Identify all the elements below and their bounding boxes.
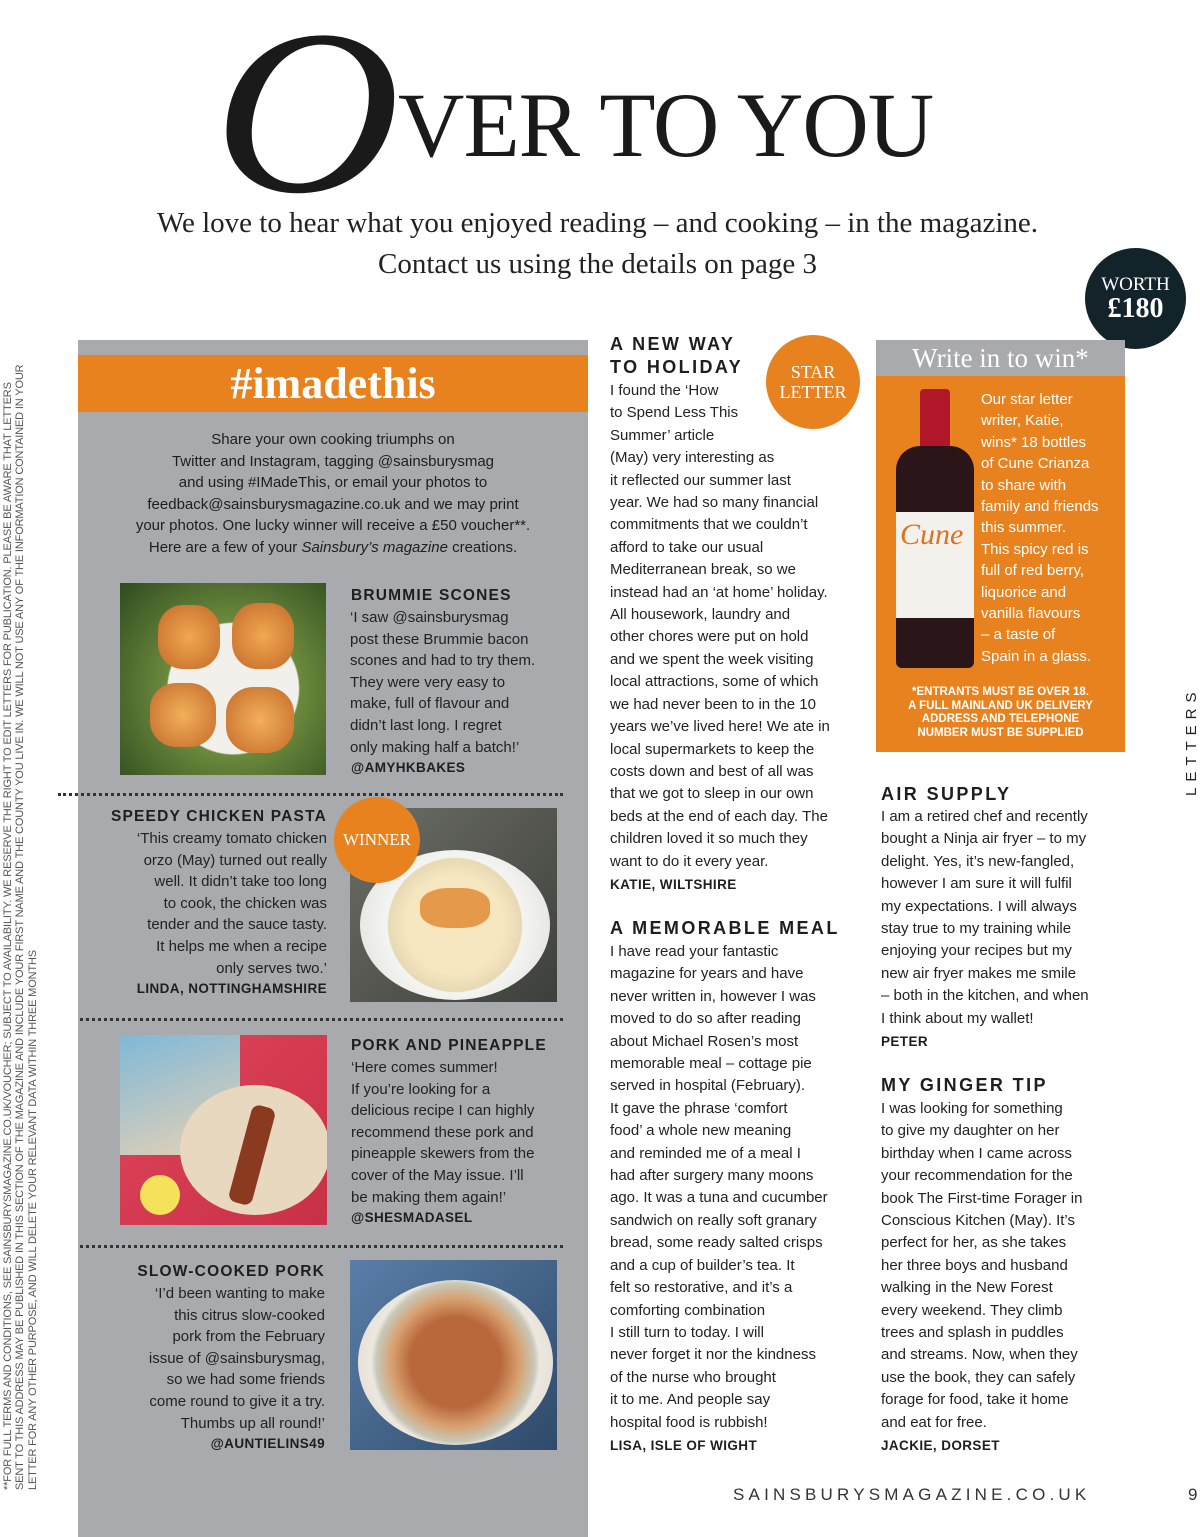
text-line: bought a Ninja air fryer – to my (881, 830, 1087, 848)
text-line: ‘I’d been wanting to make (154, 1285, 325, 1302)
text-line: beds at the end of each day. The (610, 807, 828, 825)
text-line: year. We had so many financial (610, 494, 819, 512)
text-line: Twitter and Instagram, tagging @sainsburysmag (171, 452, 495, 470)
text-line: It gave the phrase ‘comfort (610, 1099, 788, 1117)
text-line: about Michael Rosen’s most (610, 1032, 799, 1050)
text-line: other chores were put on hold (610, 628, 809, 646)
text-line: wins* 18 bottles (981, 433, 1087, 451)
text-line: ‘I saw @sainsburysmag (350, 609, 509, 626)
text-line: we had never been to in the 10 (610, 695, 816, 713)
text-line: memorable meal – cottage pie (610, 1055, 812, 1073)
text-line: instead had an ‘at home’ holiday. (610, 583, 828, 601)
text-line: bread, some ready salted crisps (610, 1234, 823, 1252)
text-line: This spicy red is (981, 540, 1089, 558)
text-line: didn’t last long. I regret (350, 716, 502, 734)
text-line: your photos. One lucky winner will receive a £50 voucher**. (135, 517, 531, 535)
text-line: and eat for free. (881, 1413, 987, 1431)
entry-heading: PORK AND PINEAPPLE (351, 1037, 547, 1054)
entry-author: @AUNTIELINS49 (210, 1436, 325, 1451)
text-line: pork from the February (172, 1328, 325, 1346)
text-line: LETTER FOR ANY OTHER PURPOSE, AND WILL DELETE YOUR RELEVANT DATA WITHIN THREE MONTHS (26, 950, 39, 1490)
text-line: – both in the kitchen, and when (881, 987, 1089, 1005)
star-letter-badge: STAR LETTER (766, 335, 860, 429)
text-line: enjoying your recipes but my (881, 942, 1072, 960)
letter-text (610, 380, 830, 873)
text-line: perfect for her, as she takes (881, 1234, 1067, 1252)
text-line: I was looking for something (881, 1100, 1063, 1117)
subtitle-line-1: We love to hear what you enjoyed reading – and cooking – in the magazine. (156, 207, 1039, 239)
brummie-scones-photo (120, 583, 326, 775)
letter-heading: MY GINGER TIP (881, 1075, 1048, 1095)
text-line: All housework, laundry and (610, 606, 791, 624)
imadethis-banner: #imadethis (78, 355, 588, 412)
text-line: of Cune Crianza (981, 455, 1090, 473)
text-line: it to me. And people say (610, 1391, 771, 1409)
text-line: writer, Katie, (981, 412, 1064, 430)
text-line: delight. Yes, it’s new-fangled, (881, 852, 1075, 870)
text-line: full of red berry, (981, 562, 1085, 580)
text-line: ago. It was a tuna and cucumber (610, 1189, 828, 1207)
text-line: local supermarkets to keep the (610, 740, 815, 758)
text-line: ‘Here comes summer! (351, 1059, 498, 1076)
text-line: stay true to my training while (881, 920, 1072, 938)
text-line: pineapple skewers from the (351, 1145, 535, 1163)
wine-bottle-neck (920, 389, 950, 449)
winner-badge: WINNER (334, 797, 420, 883)
text-line: commitments that we couldn’t (610, 516, 808, 534)
text-line: ‘This creamy tomato chicken (136, 830, 327, 847)
text-line: come round to give it a try. (149, 1392, 325, 1410)
text-line: however I am sure it will fulfil (881, 875, 1072, 893)
text-line: to cook, the chicken was (163, 894, 327, 912)
text-line: local attractions, some of which (610, 673, 819, 691)
letter-author: JACKIE, DORSET (881, 1438, 1000, 1453)
text-line: forage for food, take it home (881, 1391, 1069, 1409)
text-line: trees and splash in puddles (881, 1324, 1064, 1342)
text-line: only serves two.’ (216, 959, 327, 977)
prize-text (981, 389, 1099, 667)
text-line: to Spend Less This (610, 404, 739, 422)
text-line: **FOR FULL TERMS AND CONDITIONS, SEE SAINSBURYSMAGAZINE.CO.UK/VOUCHER; SUBJECT TO AVAILABILITY. WE RESERVE THE RIGHT TO EDIT LETTERS FOR PUBLICATION. PLEASE BE AWARE THAT LETTERS (2, 382, 14, 1490)
text-line: Thumbs up all round!’ (180, 1414, 325, 1432)
entry-text (80, 1283, 325, 1434)
text-line: never forget it nor the kindness (610, 1346, 816, 1364)
section-label: LETTERS (1183, 686, 1200, 796)
page-number: 9 (1188, 1485, 1198, 1504)
text-line: and we spent the week visiting (610, 650, 814, 668)
text-line: be making them again!’ (351, 1188, 507, 1206)
text-line: that we got to sleep in our own (610, 785, 814, 803)
text-line: Spain in a glass. (981, 647, 1092, 665)
text-line: I still turn to today. I will (610, 1323, 764, 1341)
text-line: cover of the May issue. I’ll (351, 1166, 524, 1184)
text-line: I am a retired chef and recently (881, 808, 1088, 825)
entry-text (351, 1057, 534, 1208)
letter-author: LISA, ISLE OF WIGHT (610, 1438, 758, 1453)
entry-text (350, 607, 535, 758)
subtitle-line-2: Contact us using the details on page 3 (378, 248, 817, 280)
text-line: Conscious Kitchen (May). It’s (881, 1212, 1075, 1230)
entry-heading: SLOW-COOKED PORK (137, 1263, 325, 1280)
text-line: never written in, however I was (610, 987, 816, 1005)
text-line: moved to do so after reading (610, 1010, 801, 1028)
text-line: to give my daughter on her (881, 1122, 1060, 1140)
worth-badge: WORTH £180 (1085, 248, 1186, 349)
text-line: delicious recipe I can highly (351, 1102, 535, 1120)
text-line: served in hospital (February). (610, 1077, 806, 1095)
entry-author: @SHESMADASEL (351, 1210, 473, 1225)
text-line: and streams. Now, when they (881, 1346, 1078, 1364)
wine-bottle-icon: Cune (896, 446, 974, 668)
text-line: food’ a whole new meaning (610, 1122, 792, 1140)
text-line: use the book, they can safely (881, 1368, 1076, 1386)
letter-text (881, 806, 1089, 1030)
text-line: issue of @sainsburysmag, (148, 1349, 325, 1367)
text-line: comforting combination (610, 1301, 766, 1319)
text-line: – a taste of (981, 626, 1056, 644)
text-line: Summer’ article (610, 426, 715, 444)
text-line: family and friends (981, 498, 1099, 516)
text-line: afford to take our usual (610, 538, 764, 556)
text-line: well. It didn’t take too long (154, 873, 327, 891)
text-line: orzo (May) turned out really (143, 851, 327, 869)
text-line: my expectations. I will always (881, 897, 1077, 915)
text-line: vanilla flavours (981, 605, 1081, 623)
text-line: It helps me when a recipe (156, 937, 327, 955)
text-line: ADDRESS AND TELEPHONE (921, 713, 1080, 725)
text-line: new air fryer makes me smile (881, 964, 1077, 982)
text-line: liquorice and (981, 583, 1067, 601)
text-line: birthday when I came across (881, 1144, 1072, 1162)
entry-author: LINDA, NOTTINGHAMSHIRE (136, 981, 327, 996)
letter-text (881, 1098, 1082, 1434)
prize-small-print (876, 686, 1125, 740)
text-line: it reflected our summer last (610, 471, 791, 489)
text-line: I think about my wallet! (881, 1009, 1034, 1027)
text-line: Share your own cooking triumphs on (211, 431, 455, 448)
letter-heading: A NEW WAY (610, 334, 736, 354)
text-line: A FULL MAINLAND UK DELIVERY (908, 699, 1093, 712)
text-line: this citrus slow-cooked (174, 1306, 325, 1324)
pork-pineapple-photo (120, 1035, 327, 1225)
text-line: feedback@sainsburysmagazine.co.uk and we may print (147, 495, 519, 513)
text-line: recommend these pork and (351, 1123, 534, 1141)
text-line: scones and had to try them. (350, 652, 536, 670)
text-line: (May) very interesting as (610, 449, 775, 467)
text-line: every weekend. They climb (881, 1301, 1063, 1319)
text-line: children loved it so much they (610, 830, 808, 848)
text-line: I have read your fantastic (610, 943, 779, 960)
imadethis-intro: Share your own cooking triumphs on Twitter and Instagram, tagging @sainsburysmag and using #IMadeThis, or email your photos to feedback@sainsburysmagazine.co.uk and we may print your photos. One lucky winner will receive a £50 voucher**. Here are a few of your Sainsbury’s magazine creations. (78, 429, 588, 559)
text-line: her three boys and husband (881, 1256, 1068, 1274)
divider (80, 1245, 563, 1248)
text-line: *ENTRANTS MUST BE OVER 18. (912, 686, 1089, 698)
prize-heading: Write in to win* (876, 340, 1125, 376)
text-line: magazine for years and have (610, 965, 804, 983)
slow-cooked-pork-photo (350, 1260, 557, 1450)
entry-text (80, 828, 327, 979)
letter-text (610, 941, 828, 1434)
text-line: SENT TO THIS ADDRESS MAY BE PUBLISHED IN THIS SECTION OF THE MAGAZINE AND INCLUDE YOUR FIRST NAME AND THE COUNTY YOU LIVE IN. WE WILL NOT USE ANY OF THE INFORMATION CONTAINED IN YOUR (14, 364, 27, 1490)
letter-author: PETER (881, 1034, 929, 1049)
text-line: to share with (981, 476, 1067, 494)
text-line: tender and the sauce tasty. (147, 916, 327, 934)
text-line: only making half a batch!’ (350, 738, 520, 756)
text-line: Our star letter (981, 391, 1073, 408)
letter-heading: A MEMORABLE MEAL (610, 918, 840, 938)
divider (58, 793, 563, 796)
text-line: I found the ‘How (610, 382, 719, 399)
text-line: post these Brummie bacon (350, 630, 529, 648)
text-line: had after surgery many moons (610, 1167, 814, 1185)
text-line: If you’re looking for a (351, 1080, 491, 1098)
text-line: They were very easy to (350, 673, 506, 691)
divider (80, 1018, 563, 1021)
page-title: VER TO YOU (398, 74, 934, 176)
text-line: hospital food is rubbish! (610, 1413, 768, 1431)
text-line: book The First-time Forager in (881, 1189, 1083, 1207)
text-line: sandwich on really soft granary (610, 1211, 817, 1229)
footer-url: SAINSBURYSMAGAZINE.CO.UK (733, 1485, 1091, 1504)
text-line: walking in the New Forest (881, 1279, 1053, 1297)
text-line: NUMBER MUST BE SUPPLIED (917, 726, 1084, 739)
entry-heading: SPEEDY CHICKEN PASTA (110, 808, 327, 825)
text-line: of the nurse who brought (610, 1368, 776, 1386)
text-line: this summer. (981, 519, 1067, 537)
text-line: your recommendation for the (881, 1167, 1073, 1185)
text-line: Mediterranean break, so we (610, 561, 796, 579)
letter-heading: TO HOLIDAY (610, 357, 744, 377)
text-line: want to do it every year. (610, 852, 769, 870)
letter-heading: AIR SUPPLY (881, 784, 1012, 804)
text-line: felt so restorative, and it’s a (610, 1279, 793, 1297)
text-line: make, full of flavour and (350, 695, 510, 713)
text-line: costs down and best of all was (610, 762, 814, 780)
entry-author: @AMYHKBAKES (351, 760, 466, 775)
text-line: and reminded me of a meal I (610, 1144, 801, 1162)
letter-author: KATIE, WILTSHIRE (610, 877, 737, 892)
text-line: so we had some friends (166, 1371, 325, 1389)
text-line: years we’ve lived here! We ate in (610, 718, 830, 736)
text-line: and using #IMadeThis, or email your photos to (178, 474, 488, 492)
entry-heading: BRUMMIE SCONES (351, 587, 512, 604)
title-initial: O (213, 0, 401, 242)
text-line: and a cup of builder’s tea. It (610, 1256, 795, 1274)
